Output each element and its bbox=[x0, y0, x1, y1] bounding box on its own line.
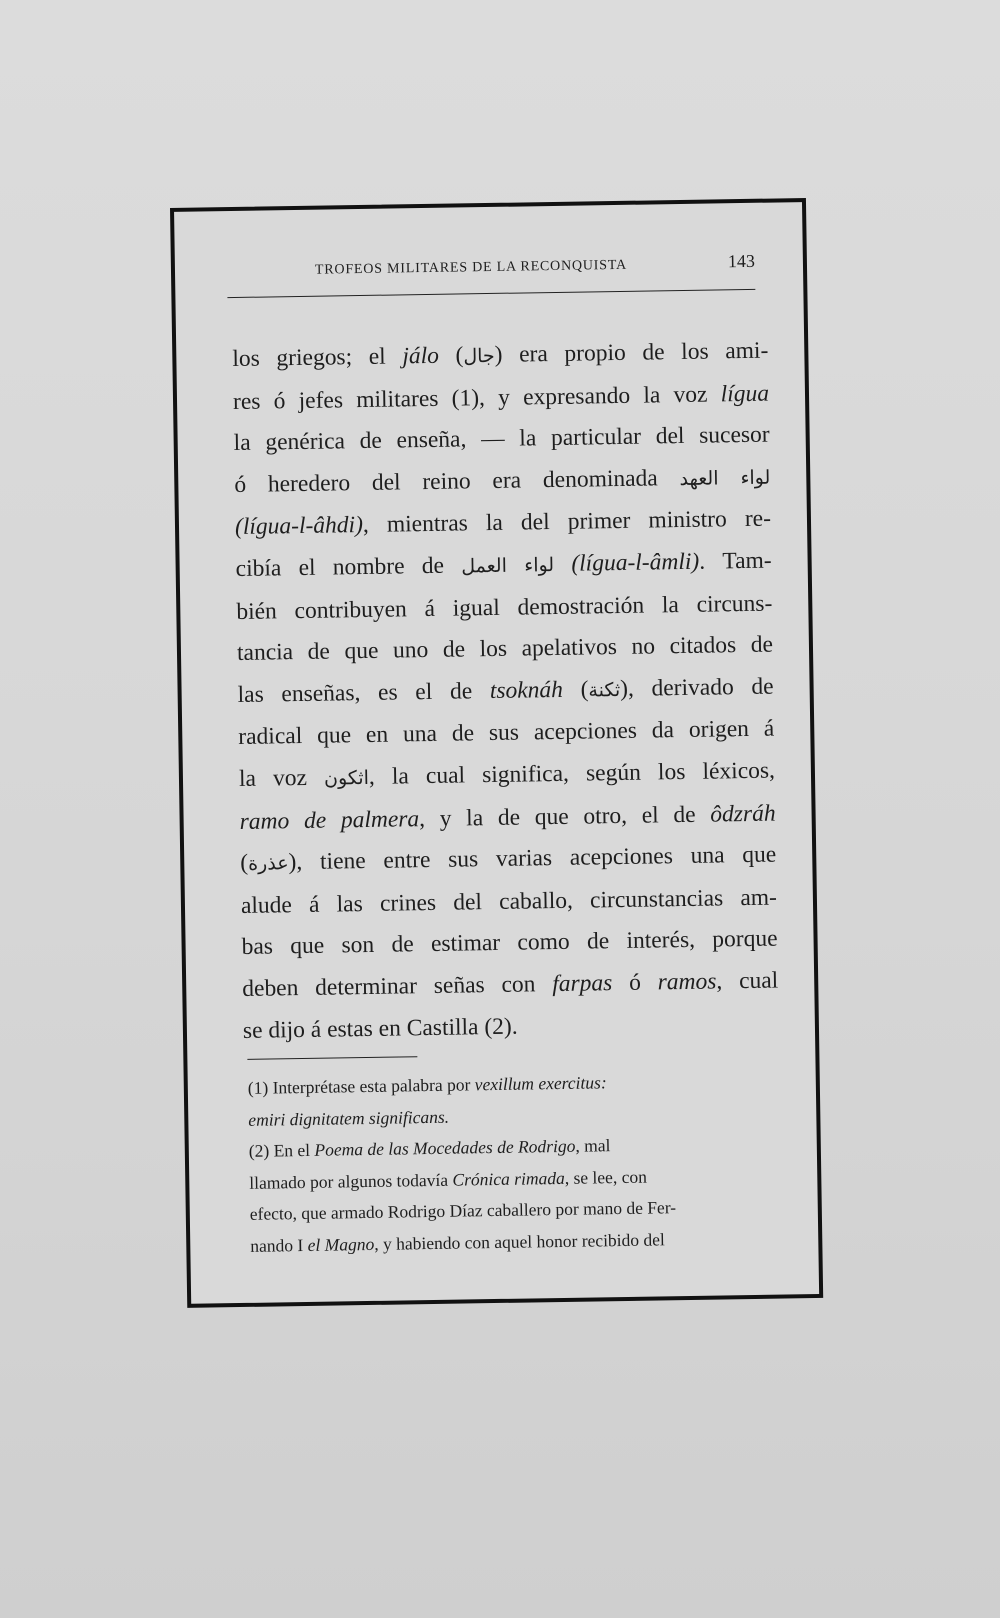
header-rule bbox=[227, 289, 755, 298]
text-line: alude á las crines del caballo, circunstancias am- bbox=[240, 884, 778, 919]
text-line: ó heredero del reino era denominada لواء العهد bbox=[234, 464, 771, 498]
text-line: res ó jefes militares (1), y expresando la voz lígua bbox=[232, 380, 770, 415]
footnote-rule bbox=[247, 1056, 417, 1060]
text-line: tancia de que uno de los apelativos no citados de bbox=[236, 631, 774, 667]
footnote-2-cont: llamado por algunos todavía Crónica rimada, se lee, con bbox=[249, 1166, 648, 1193]
text-block-frame bbox=[170, 198, 823, 1308]
text-line: las enseñas, es el de tsoknáh (ثكنة), derivado de bbox=[237, 673, 774, 708]
text-line: deben determinar señas con farpas ó ramos, cual bbox=[242, 967, 779, 1002]
arabic-word: عذرة bbox=[247, 852, 289, 875]
footnote-2-cont: nando I el Magno, y habiendo con aquel honor recibido del bbox=[250, 1229, 665, 1256]
arabic-word: لواء العهد bbox=[679, 466, 771, 490]
text-line: (عذرة), tiene entre sus varias acepciones una que bbox=[240, 841, 777, 877]
text-line: radical que en una de sus acepciones da origen á bbox=[238, 715, 775, 751]
running-header bbox=[315, 251, 755, 279]
text-line: se dijo á estas en Castilla (2). bbox=[242, 1013, 518, 1044]
footnote-1-cont: emiri dignitatem significans. bbox=[248, 1106, 450, 1130]
text-line: (lígua-l-âhdi), mientras la del primer ministro re- bbox=[234, 505, 772, 541]
footnote-2: (2) En el Poema de las Mocedades de Rodrigo, mal bbox=[248, 1135, 611, 1162]
text-line: la genérica de enseña, — la particular del sucesor bbox=[233, 421, 770, 457]
footnotes bbox=[248, 1065, 781, 1263]
text-line: ramo de palmera, y la de que otro, el de ôdzráh bbox=[239, 800, 776, 835]
body-paragraph bbox=[232, 331, 779, 1052]
text-line: cibía el nombre de لواء العمل (lígua-l-âmli). Tam- bbox=[235, 547, 772, 582]
arabic-word: ثكنة bbox=[588, 678, 621, 702]
arabic-word: لواء العمل bbox=[461, 553, 555, 578]
arabic-word: جال bbox=[463, 344, 495, 368]
running-title: TROFEOS MILITARES DE LA RECONQUISTA bbox=[314, 257, 628, 278]
footnote-1: (1) Interprétase esta palabra por vexillum exercitus: bbox=[247, 1072, 607, 1098]
text-line: la voz اثكون, la cual significa, según los léxicos, bbox=[238, 757, 776, 792]
text-line: bién contribuyen á igual demostración la circuns- bbox=[236, 590, 773, 625]
text-line: bas que son de estimar como de interés, porque bbox=[241, 925, 778, 961]
arabic-word: اثكون bbox=[323, 766, 370, 790]
text-line: los griegos; el jálo (جال) era propio de los ami- bbox=[232, 337, 769, 373]
footnote-2-cont: efecto, que armado Rodrigo Díaz caballero por mano de Fer- bbox=[249, 1197, 677, 1225]
page-number: 143 bbox=[727, 250, 756, 272]
